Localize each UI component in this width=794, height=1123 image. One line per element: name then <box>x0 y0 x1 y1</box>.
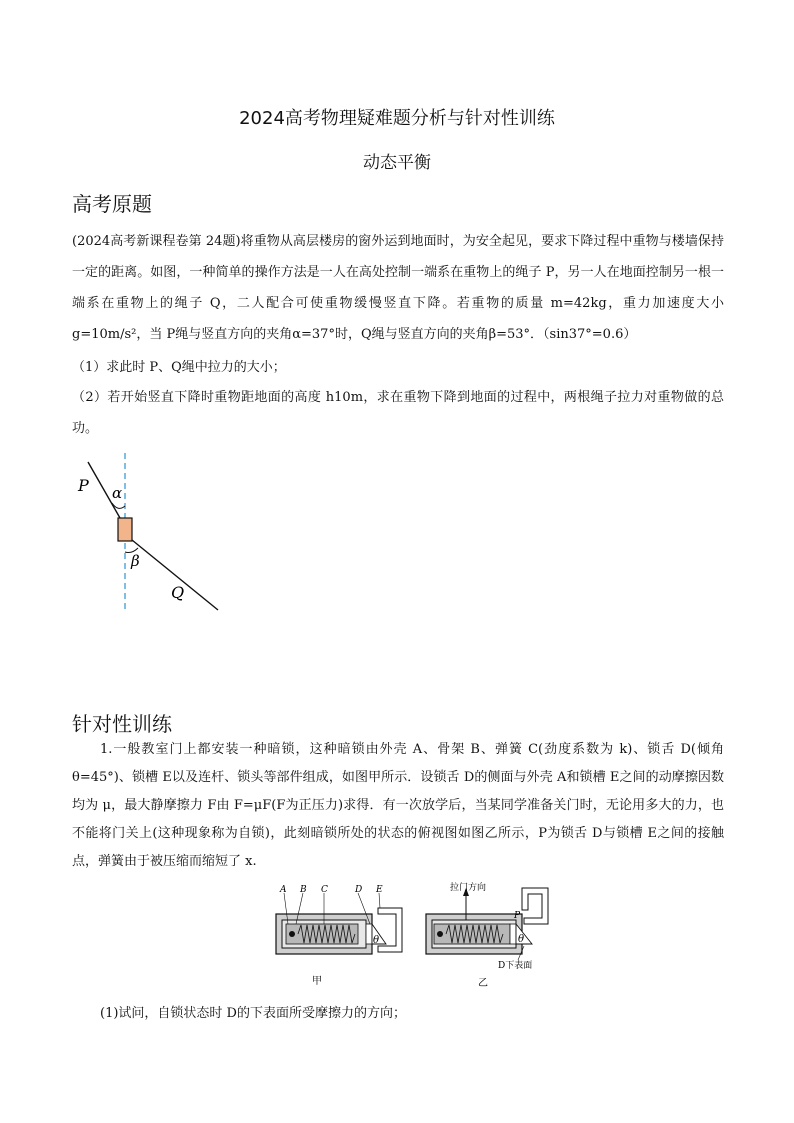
caption-left: 甲 <box>312 976 322 987</box>
document-title: 2024高考物理疑难题分析与针对性训练 <box>239 108 555 129</box>
label-c: C <box>321 885 328 895</box>
section-heading-training: 针对性训练 <box>72 712 172 736</box>
d-bottom-label: D下表面 <box>498 961 533 971</box>
rope-diagram <box>70 448 240 618</box>
problem-text: (2024高考新课程卷第 24题)将重物从高层楼房的窗外运到地面时，为安全起见，要求下降过程中重物与楼墙保持一定的距离。如图，一种简单的操作方法是一人在高处控制一端系在重物上的绳子 P，另一人在地面控制另一根一端系在重物上的绳子 Q，二人配合可使重物缓慢竖直下降。若重物的质量 m=42kg，重力加速度大小 g=10m/s²，当 P绳与竖直方向的夹角α=37°时，Q绳与竖直方向的夹角β=53°．（sin37°=0.6） <box>72 234 724 342</box>
question-2: （2）若开始竖直下降时重物距地面的高度 h10m，求在重物下降到地面的过程中，两根绳子拉力对重物做的总功。 <box>72 390 724 436</box>
section-heading-original: 高考原题 <box>72 192 152 216</box>
lock-diagrams <box>266 880 566 992</box>
label-p: P <box>78 476 89 495</box>
training-question-1: (1)试问，自锁状态时 D的下表面所受摩擦力的方向； <box>100 1006 406 1021</box>
document-subtitle: 动态平衡 <box>363 153 431 173</box>
lock-figure-right <box>426 881 548 989</box>
label-d: D <box>355 885 363 895</box>
training-problem-1: 1.一般教室门上都安装一种暗锁，这种暗锁由外壳 A、骨架 B、弹簧 C(劲度系数为 k)、锁舌 D(倾角 θ=45°)、锁槽 E以及连杆、锁头等部件组成，如图甲所示．设锁舌 D的侧面与外壳 A和锁槽 E之间的动摩擦因数均为 μ，最大静摩擦力 F由 F=μF(F为正压力)求得．有一次放学后，当某同学准备关门时，无论用多大的力，也不能将门关上(这种现象称为自锁)，此刻暗锁所处的状态的俯视图如图乙所示，P为锁舌 D与锁槽 E之间的接触点，弹簧由于被压缩而缩短了 x. <box>72 742 724 869</box>
label-e: E <box>376 885 383 895</box>
theta-label-left: θ <box>373 935 380 946</box>
label-beta: β <box>131 552 140 570</box>
lock-figure-left <box>276 885 402 987</box>
label-p-contact: P <box>514 911 521 921</box>
label-a: A <box>280 885 287 895</box>
theta-label-right: θ <box>518 934 525 945</box>
caption-right: 乙 <box>478 978 488 989</box>
question-1: （1）求此时 P、Q绳中拉力的大小； <box>72 360 286 375</box>
weight-block <box>118 518 132 541</box>
label-alpha: α <box>112 484 123 502</box>
label-b: B <box>300 885 307 895</box>
pull-direction-label: 拉门方向 <box>450 883 487 893</box>
label-q: Q <box>171 583 185 602</box>
